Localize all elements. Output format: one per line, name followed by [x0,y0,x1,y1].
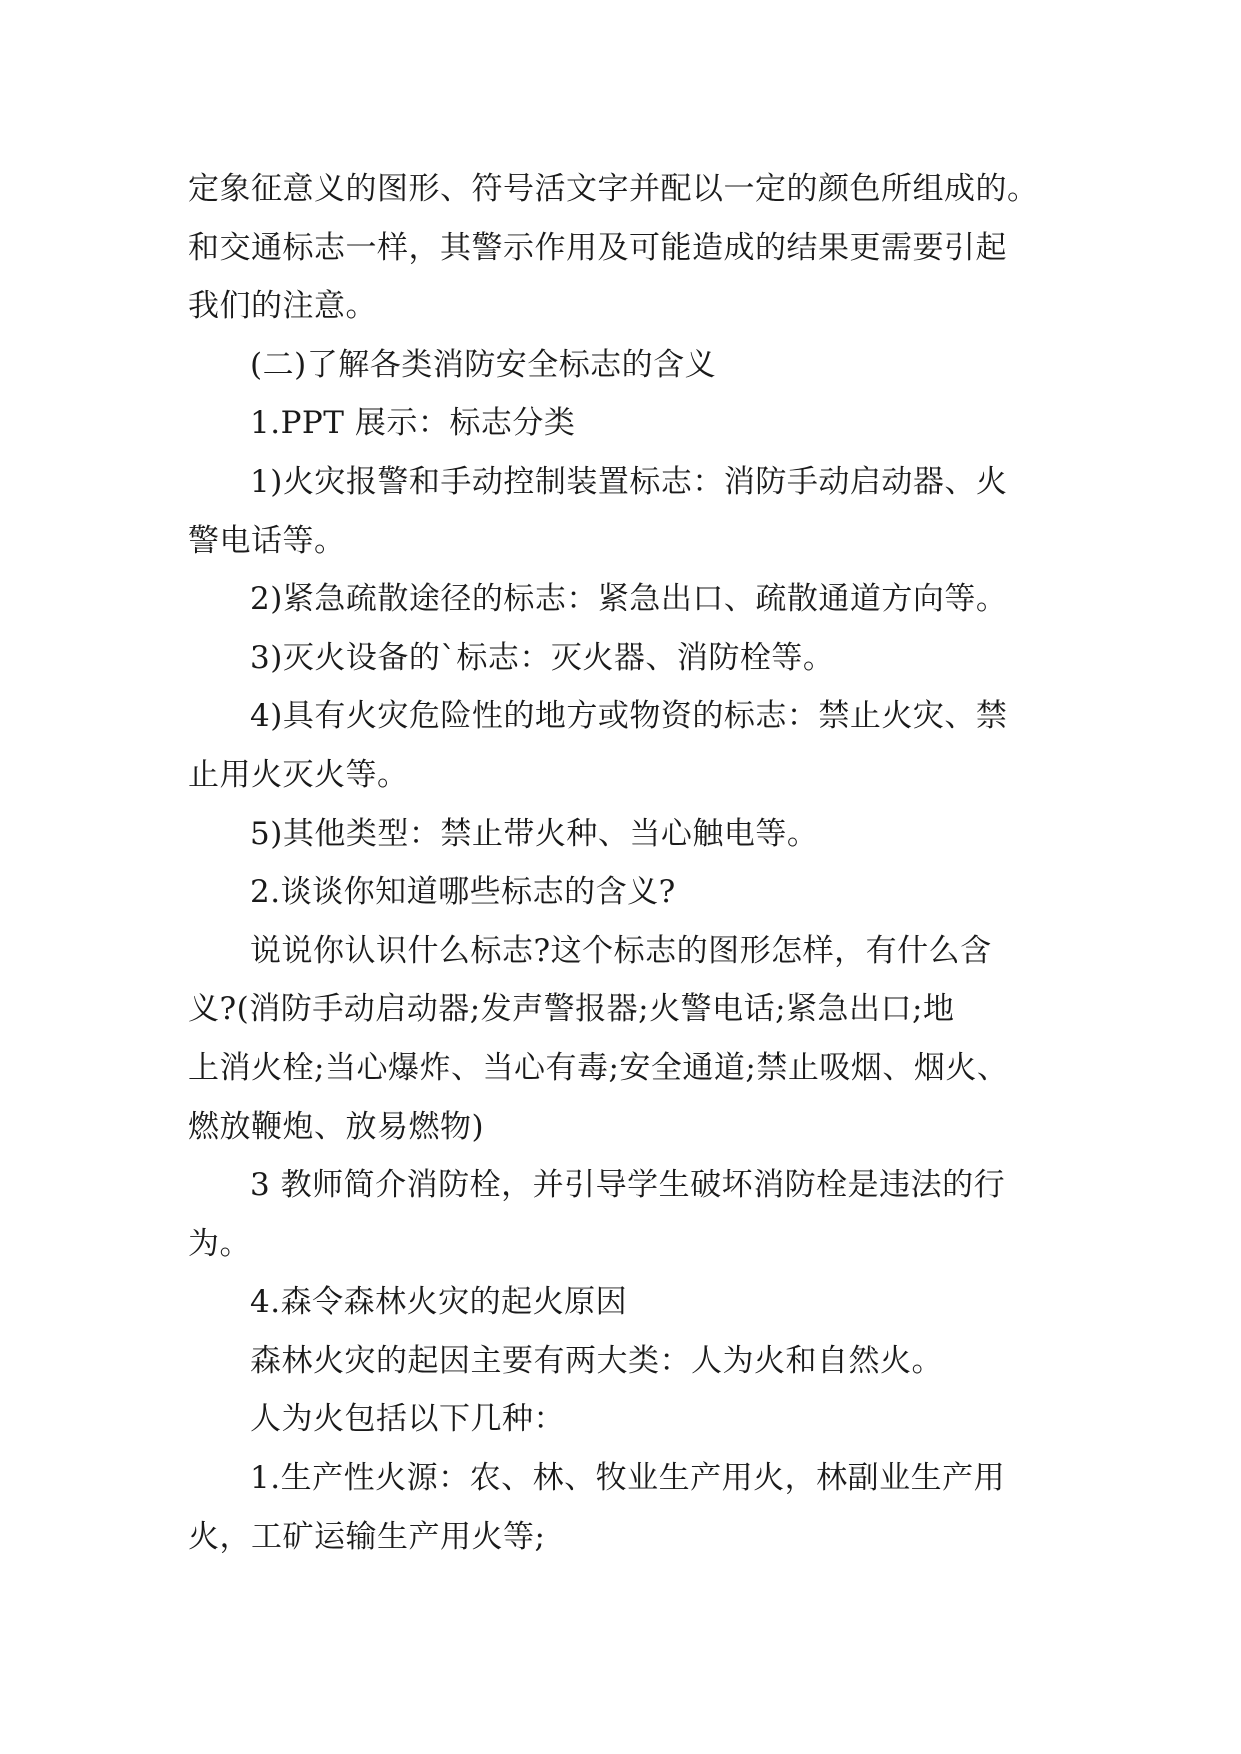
text-line: 4.森令森林火灾的起火原因 [250,1284,628,1321]
list-item: 1.生产性火源：农、林、牧业生产用火，林副业生产用 [250,1460,1006,1497]
text-line: 燃放鞭炮、放易燃物) [188,1108,485,1145]
paragraph-line: 人为火包括以下几种： [250,1401,565,1438]
list-item: 1)火灾报警和手动控制装置标志：消防手动启动器、火 [250,463,1008,500]
list-item: 3)灭火设备的`标志：灭火器、消防栓等。 [250,639,835,676]
paragraph-line: 说说你认识什么标志?这个标志的图形怎样，有什么含 [250,932,992,969]
list-item: 4)具有火灾危险性的地方或物资的标志：禁止火灾、禁 [250,698,1008,735]
text-line: 止用火灭火等。 [188,756,409,793]
text-line: 火，工矿运输生产用火等; [188,1518,546,1555]
list-item: 5)其他类型：禁止带火种、当心触电等。 [250,815,819,852]
text-line: 警电话等。 [188,522,346,559]
text-line: 定象征意义的图形、符号活文字并配以一定的颜色所组成的。 [188,171,1039,207]
list-item: 2)紧急疏散途径的标志：紧急出口、疏散通道方向等。 [250,581,1008,618]
text-line: 1.PPT 展示：标志分类 [250,405,576,442]
paragraph-line: 3 教师简介消防栓，并引导学生破坏消防栓是违法的行 [250,1167,1006,1204]
document-body [188,160,1058,1566]
text-line: 义?(消防手动启动器;发声警报器;火警电话;紧急出口;地 [188,991,955,1028]
text-line: 和交通标志一样，其警示作用及可能造成的结果更需要引起 [188,229,1007,266]
text-line: 2.谈谈你知道哪些标志的含义? [250,874,676,911]
text-line: 为。 [188,1225,251,1262]
section-heading: (二)了解各类消防安全标志的含义 [250,346,717,383]
paragraph-line: 森林火灾的起因主要有两大类：人为火和自然火。 [250,1342,943,1379]
text-line: 我们的注意。 [188,288,377,325]
text-line: 上消火栓;当心爆炸、当心有毒;安全通道;禁止吸烟、烟火、 [188,1049,1009,1086]
